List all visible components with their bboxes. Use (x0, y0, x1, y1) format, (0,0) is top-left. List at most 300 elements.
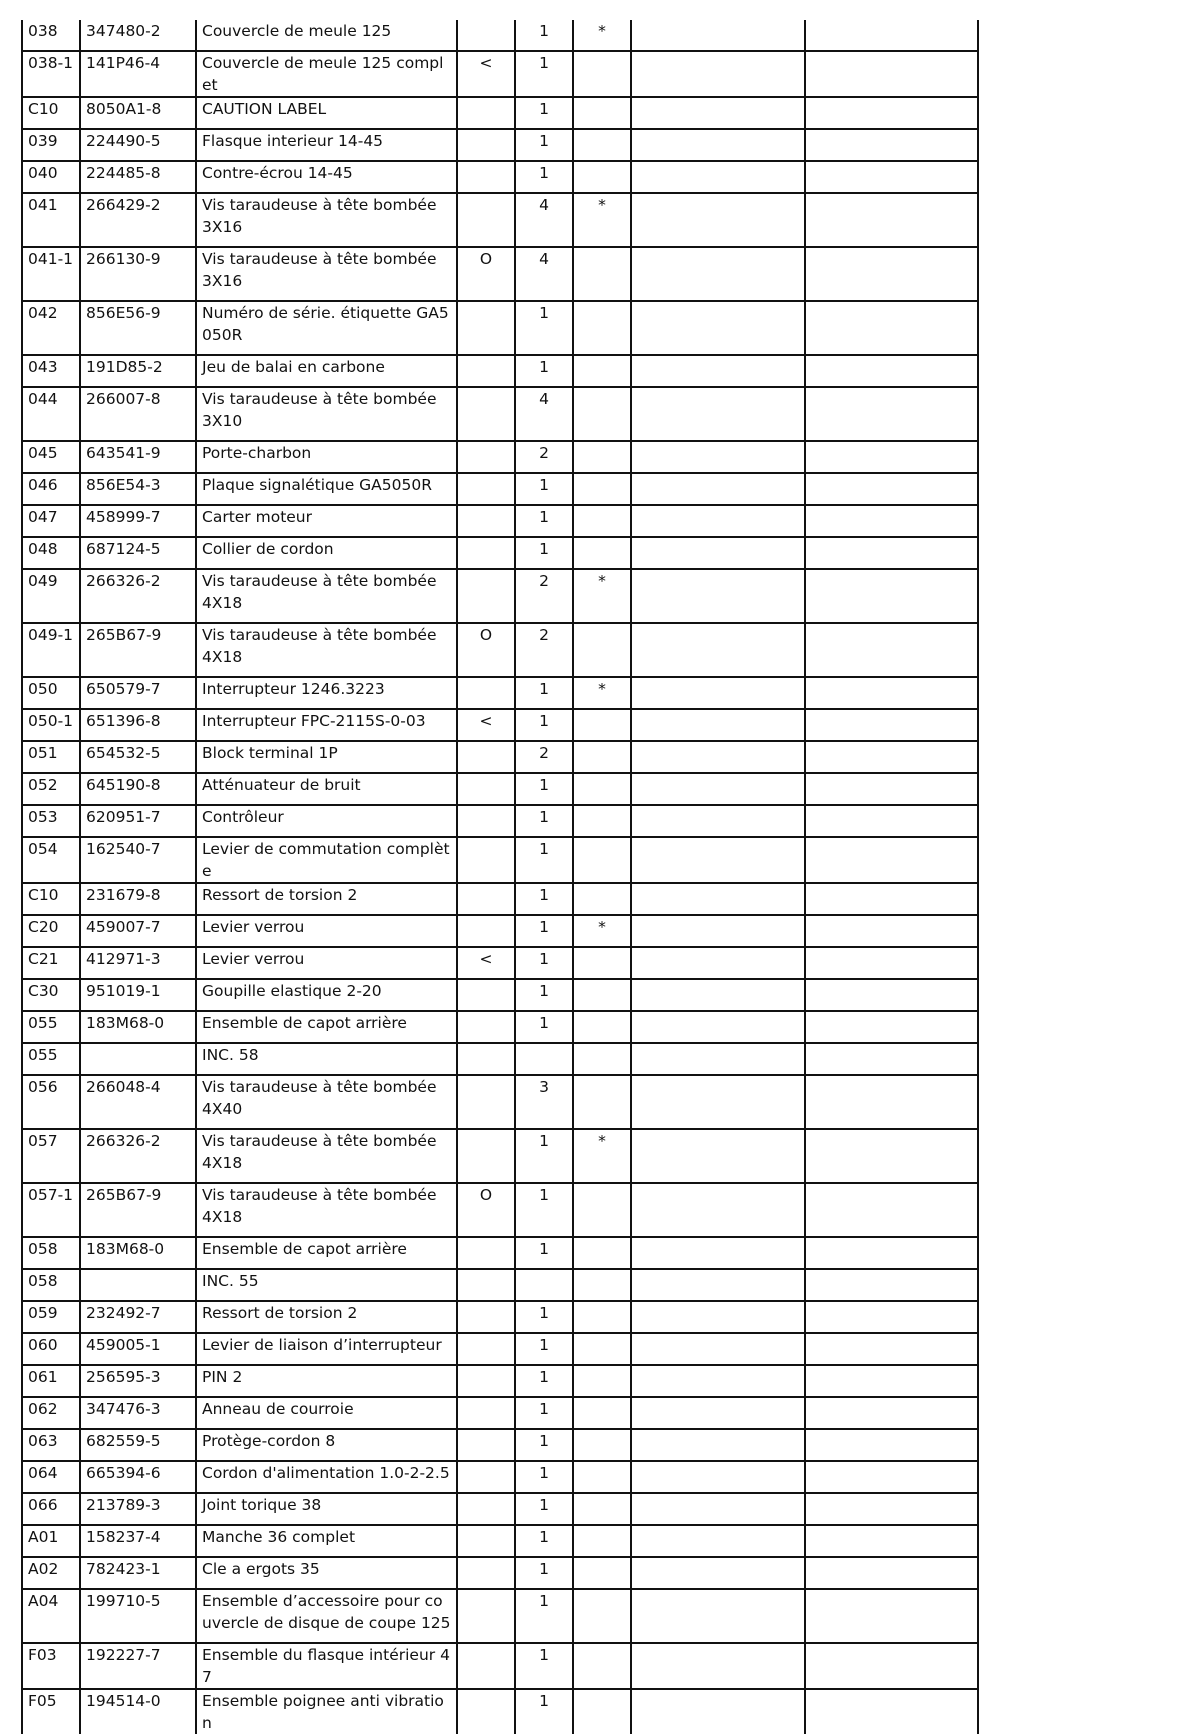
empty-cell (805, 569, 978, 623)
note-cell (457, 129, 515, 161)
ref-number-cell: 054 (22, 837, 80, 883)
note-cell (457, 1301, 515, 1333)
part-number-cell: 620951-7 (80, 805, 196, 837)
empty-cell (805, 1643, 978, 1689)
note-cell: O (457, 1183, 515, 1237)
description-cell: Flasque interieur 14-45 (196, 129, 457, 161)
part-number-cell: 232492-7 (80, 1301, 196, 1333)
empty-cell (805, 1493, 978, 1525)
description-cell: Jeu de balai en carbone (196, 355, 457, 387)
note-cell (457, 1397, 515, 1429)
quantity-cell: 1 (515, 1365, 573, 1397)
note-cell (457, 1075, 515, 1129)
mark-cell (573, 1301, 631, 1333)
table-row (22, 129, 978, 161)
empty-cell (631, 473, 805, 505)
mark-cell (573, 1689, 631, 1734)
quantity-cell: 1 (515, 883, 573, 915)
table-row (22, 537, 978, 569)
empty-cell (631, 1365, 805, 1397)
empty-cell (805, 473, 978, 505)
empty-cell (805, 20, 978, 51)
empty-cell (631, 1589, 805, 1643)
mark-cell: * (573, 569, 631, 623)
mark-cell (573, 623, 631, 677)
table-row (22, 1525, 978, 1557)
quantity-cell: 1 (515, 1011, 573, 1043)
table-row (22, 979, 978, 1011)
empty-cell (631, 1557, 805, 1589)
note-cell: O (457, 623, 515, 677)
empty-cell (631, 1301, 805, 1333)
ref-number-cell: 052 (22, 773, 80, 805)
ref-number-cell: 041 (22, 193, 80, 247)
table-row (22, 1301, 978, 1333)
note-cell (457, 473, 515, 505)
mark-cell (573, 1429, 631, 1461)
empty-cell (805, 979, 978, 1011)
description-cell: Ensemble du flasque intérieur 47 (196, 1643, 457, 1689)
empty-cell (631, 883, 805, 915)
table-row (22, 1183, 978, 1237)
table-row (22, 569, 978, 623)
quantity-cell: 1 (515, 1461, 573, 1493)
quantity-cell: 1 (515, 1301, 573, 1333)
quantity-cell: 1 (515, 1557, 573, 1589)
empty-cell (631, 805, 805, 837)
ref-number-cell: 055 (22, 1043, 80, 1075)
empty-cell (631, 1183, 805, 1237)
mark-cell (573, 883, 631, 915)
empty-cell (631, 979, 805, 1011)
part-number-cell: 266007-8 (80, 387, 196, 441)
mark-cell (573, 1397, 631, 1429)
empty-cell (631, 1429, 805, 1461)
ref-number-cell: C10 (22, 883, 80, 915)
quantity-cell: 1 (515, 51, 573, 97)
parts-list-sheet (21, 20, 979, 1734)
note-cell (457, 441, 515, 473)
description-cell: Porte-charbon (196, 441, 457, 473)
description-cell: Anneau de courroie (196, 1397, 457, 1429)
note-cell (457, 1129, 515, 1183)
table-row (22, 301, 978, 355)
part-number-cell: 856E56-9 (80, 301, 196, 355)
mark-cell (573, 1075, 631, 1129)
quantity-cell: 1 (515, 677, 573, 709)
empty-cell (631, 677, 805, 709)
table-row (22, 1075, 978, 1129)
ref-number-cell: 038-1 (22, 51, 80, 97)
empty-cell (631, 1269, 805, 1301)
part-number-cell: 459005-1 (80, 1333, 196, 1365)
note-cell (457, 805, 515, 837)
description-cell: Ensemble d’accessoire pour couvercle de disque de coupe 125 (196, 1589, 457, 1643)
description-cell: Vis taraudeuse à tête bombée 3X10 (196, 387, 457, 441)
table-row (22, 20, 978, 51)
mark-cell (573, 1557, 631, 1589)
empty-cell (805, 161, 978, 193)
empty-cell (631, 355, 805, 387)
quantity-cell: 4 (515, 247, 573, 301)
quantity-cell (515, 1043, 573, 1075)
note-cell (457, 1011, 515, 1043)
table-row (22, 623, 978, 677)
part-number-cell: 183M68-0 (80, 1237, 196, 1269)
description-cell: Block terminal 1P (196, 741, 457, 773)
quantity-cell: 1 (515, 1643, 573, 1689)
quantity-cell: 2 (515, 741, 573, 773)
empty-cell (805, 1075, 978, 1129)
ref-number-cell: 060 (22, 1333, 80, 1365)
quantity-cell: 3 (515, 1075, 573, 1129)
part-number-cell: 645190-8 (80, 773, 196, 805)
ref-number-cell: 059 (22, 1301, 80, 1333)
quantity-cell: 2 (515, 623, 573, 677)
note-cell (457, 569, 515, 623)
mark-cell (573, 947, 631, 979)
empty-cell (805, 1043, 978, 1075)
part-number-cell: 265B67-9 (80, 623, 196, 677)
description-cell: Atténuateur de bruit (196, 773, 457, 805)
description-cell: Levier de commutation complète (196, 837, 457, 883)
empty-cell (631, 441, 805, 473)
empty-cell (805, 1365, 978, 1397)
table-row (22, 741, 978, 773)
empty-cell (631, 837, 805, 883)
part-number-cell: 654532-5 (80, 741, 196, 773)
description-cell: PIN 2 (196, 1365, 457, 1397)
empty-cell (805, 1461, 978, 1493)
table-row (22, 505, 978, 537)
description-cell: Vis taraudeuse à tête bombée 4X18 (196, 1129, 457, 1183)
empty-cell (631, 741, 805, 773)
description-cell: Collier de cordon (196, 537, 457, 569)
part-number-cell: 231679-8 (80, 883, 196, 915)
quantity-cell: 1 (515, 947, 573, 979)
empty-cell (805, 1589, 978, 1643)
empty-cell (805, 1129, 978, 1183)
part-number-cell: 665394-6 (80, 1461, 196, 1493)
part-number-cell: 266326-2 (80, 569, 196, 623)
empty-cell (631, 947, 805, 979)
table-row (22, 1429, 978, 1461)
ref-number-cell: A01 (22, 1525, 80, 1557)
note-cell (457, 1461, 515, 1493)
quantity-cell: 1 (515, 837, 573, 883)
description-cell: Levier verrou (196, 947, 457, 979)
empty-cell (805, 1269, 978, 1301)
note-cell (457, 837, 515, 883)
description-cell: Vis taraudeuse à tête bombée 4X18 (196, 569, 457, 623)
empty-cell (805, 947, 978, 979)
ref-number-cell: 038 (22, 20, 80, 51)
empty-cell (805, 773, 978, 805)
empty-cell (805, 1397, 978, 1429)
empty-cell (631, 1525, 805, 1557)
table-row (22, 1589, 978, 1643)
quantity-cell: 1 (515, 1525, 573, 1557)
empty-cell (631, 1397, 805, 1429)
ref-number-cell: C21 (22, 947, 80, 979)
quantity-cell: 1 (515, 915, 573, 947)
table-row (22, 1269, 978, 1301)
empty-cell (631, 1075, 805, 1129)
empty-cell (805, 1183, 978, 1237)
empty-cell (631, 1237, 805, 1269)
quantity-cell: 1 (515, 537, 573, 569)
table-row (22, 947, 978, 979)
empty-cell (631, 97, 805, 129)
quantity-cell: 1 (515, 473, 573, 505)
quantity-cell: 1 (515, 773, 573, 805)
quantity-cell: 1 (515, 1589, 573, 1643)
ref-number-cell: 049 (22, 569, 80, 623)
ref-number-cell: A04 (22, 1589, 80, 1643)
quantity-cell: 1 (515, 1333, 573, 1365)
note-cell (457, 1333, 515, 1365)
table-row (22, 709, 978, 741)
description-cell: Ressort de torsion 2 (196, 1301, 457, 1333)
ref-number-cell: 058 (22, 1237, 80, 1269)
empty-cell (631, 569, 805, 623)
ref-number-cell: A02 (22, 1557, 80, 1589)
description-cell: Levier verrou (196, 915, 457, 947)
ref-number-cell: 057 (22, 1129, 80, 1183)
note-cell (457, 677, 515, 709)
part-number-cell: 266048-4 (80, 1075, 196, 1129)
empty-cell (805, 805, 978, 837)
table-row (22, 161, 978, 193)
table-row (22, 1237, 978, 1269)
mark-cell (573, 709, 631, 741)
mark-cell (573, 1589, 631, 1643)
table-row (22, 1689, 978, 1734)
description-cell: Cle a ergots 35 (196, 1557, 457, 1589)
empty-cell (631, 1011, 805, 1043)
description-cell: Manche 36 complet (196, 1525, 457, 1557)
table-row (22, 805, 978, 837)
quantity-cell: 1 (515, 505, 573, 537)
mark-cell (573, 129, 631, 161)
ref-number-cell: 045 (22, 441, 80, 473)
empty-cell (631, 709, 805, 741)
mark-cell (573, 1237, 631, 1269)
empty-cell (631, 20, 805, 51)
part-number-cell: 951019-1 (80, 979, 196, 1011)
part-number-cell: 162540-7 (80, 837, 196, 883)
mark-cell (573, 301, 631, 355)
part-number-cell: 458999-7 (80, 505, 196, 537)
empty-cell (805, 1689, 978, 1734)
note-cell (457, 1429, 515, 1461)
description-cell: Protège-cordon 8 (196, 1429, 457, 1461)
table-row (22, 387, 978, 441)
mark-cell (573, 1365, 631, 1397)
note-cell (457, 355, 515, 387)
empty-cell (631, 1643, 805, 1689)
table-row (22, 193, 978, 247)
quantity-cell: 1 (515, 97, 573, 129)
ref-number-cell: 041-1 (22, 247, 80, 301)
description-cell: INC. 58 (196, 1043, 457, 1075)
quantity-cell: 1 (515, 1237, 573, 1269)
description-cell: Numéro de série. étiquette GA5050R (196, 301, 457, 355)
empty-cell (805, 387, 978, 441)
empty-cell (805, 883, 978, 915)
quantity-cell (515, 1269, 573, 1301)
empty-cell (631, 773, 805, 805)
empty-cell (631, 537, 805, 569)
empty-cell (631, 301, 805, 355)
mark-cell (573, 805, 631, 837)
table-row (22, 1557, 978, 1589)
quantity-cell: 1 (515, 1689, 573, 1734)
note-cell (457, 1557, 515, 1589)
note-cell (457, 1589, 515, 1643)
quantity-cell: 4 (515, 387, 573, 441)
table-row (22, 1043, 978, 1075)
ref-number-cell: 049-1 (22, 623, 80, 677)
note-cell (457, 387, 515, 441)
ref-number-cell: 061 (22, 1365, 80, 1397)
table-row (22, 1493, 978, 1525)
mark-cell (573, 1461, 631, 1493)
part-number-cell: 782423-1 (80, 1557, 196, 1589)
empty-cell (805, 915, 978, 947)
empty-cell (805, 837, 978, 883)
quantity-cell: 1 (515, 805, 573, 837)
table-row (22, 773, 978, 805)
note-cell (457, 1525, 515, 1557)
part-number-cell (80, 1043, 196, 1075)
mark-cell (573, 1043, 631, 1075)
part-number-cell: 650579-7 (80, 677, 196, 709)
ref-number-cell: 051 (22, 741, 80, 773)
part-number-cell: 194514-0 (80, 1689, 196, 1734)
table-row (22, 355, 978, 387)
empty-cell (805, 1429, 978, 1461)
part-number-cell: 266326-2 (80, 1129, 196, 1183)
ref-number-cell: 050 (22, 677, 80, 709)
ref-number-cell: 050-1 (22, 709, 80, 741)
note-cell (457, 1365, 515, 1397)
note-cell: < (457, 51, 515, 97)
part-number-cell: 191D85-2 (80, 355, 196, 387)
mark-cell (573, 1493, 631, 1525)
part-number-cell: 412971-3 (80, 947, 196, 979)
table-row (22, 473, 978, 505)
empty-cell (631, 623, 805, 677)
note-cell (457, 773, 515, 805)
part-number-cell: 687124-5 (80, 537, 196, 569)
note-cell (457, 97, 515, 129)
part-number-cell: 256595-3 (80, 1365, 196, 1397)
mark-cell (573, 161, 631, 193)
description-cell: Ensemble poignee anti vibration (196, 1689, 457, 1734)
mark-cell (573, 1525, 631, 1557)
empty-cell (805, 51, 978, 97)
quantity-cell: 1 (515, 355, 573, 387)
part-number-cell: 192227-7 (80, 1643, 196, 1689)
empty-cell (805, 1333, 978, 1365)
mark-cell: * (573, 915, 631, 947)
part-number-cell: 158237-4 (80, 1525, 196, 1557)
quantity-cell: 1 (515, 301, 573, 355)
description-cell: Vis taraudeuse à tête bombée 4X40 (196, 1075, 457, 1129)
table-row (22, 1129, 978, 1183)
mark-cell: * (573, 677, 631, 709)
description-cell: Carter moteur (196, 505, 457, 537)
empty-cell (805, 1237, 978, 1269)
quantity-cell: 2 (515, 569, 573, 623)
empty-cell (805, 1011, 978, 1043)
empty-cell (631, 247, 805, 301)
quantity-cell: 1 (515, 129, 573, 161)
mark-cell (573, 97, 631, 129)
note-cell (457, 301, 515, 355)
mark-cell: * (573, 1129, 631, 1183)
parts-table (21, 20, 979, 1734)
note-cell (457, 1043, 515, 1075)
quantity-cell: 1 (515, 1493, 573, 1525)
empty-cell (631, 1333, 805, 1365)
description-cell: Ensemble de capot arrière (196, 1237, 457, 1269)
note-cell (457, 1643, 515, 1689)
part-number-cell: 183M68-0 (80, 1011, 196, 1043)
ref-number-cell: 048 (22, 537, 80, 569)
note-cell (457, 505, 515, 537)
note-cell (457, 741, 515, 773)
description-cell: INC. 55 (196, 1269, 457, 1301)
note-cell (457, 1493, 515, 1525)
quantity-cell: 2 (515, 441, 573, 473)
note-cell (457, 193, 515, 247)
empty-cell (631, 1043, 805, 1075)
table-row (22, 1643, 978, 1689)
quantity-cell: 1 (515, 1129, 573, 1183)
empty-cell (805, 301, 978, 355)
mark-cell (573, 1011, 631, 1043)
ref-number-cell: C10 (22, 97, 80, 129)
mark-cell (573, 387, 631, 441)
description-cell: Vis taraudeuse à tête bombée 3X16 (196, 193, 457, 247)
part-number-cell: 651396-8 (80, 709, 196, 741)
quantity-cell: 1 (515, 709, 573, 741)
ref-number-cell: 039 (22, 129, 80, 161)
table-row (22, 97, 978, 129)
empty-cell (631, 1129, 805, 1183)
empty-cell (805, 1557, 978, 1589)
quantity-cell: 1 (515, 1397, 573, 1429)
ref-number-cell: 042 (22, 301, 80, 355)
ref-number-cell: 056 (22, 1075, 80, 1129)
empty-cell (631, 387, 805, 441)
empty-cell (631, 129, 805, 161)
table-row (22, 1365, 978, 1397)
description-cell: Couvercle de meule 125 complet (196, 51, 457, 97)
empty-cell (805, 441, 978, 473)
ref-number-cell: 055 (22, 1011, 80, 1043)
part-number-cell: 266130-9 (80, 247, 196, 301)
table-row (22, 883, 978, 915)
empty-cell (805, 677, 978, 709)
description-cell: Couvercle de meule 125 (196, 20, 457, 51)
quantity-cell: 1 (515, 1429, 573, 1461)
part-number-cell: 347476-3 (80, 1397, 196, 1429)
description-cell: Vis taraudeuse à tête bombée 4X18 (196, 623, 457, 677)
ref-number-cell: C20 (22, 915, 80, 947)
